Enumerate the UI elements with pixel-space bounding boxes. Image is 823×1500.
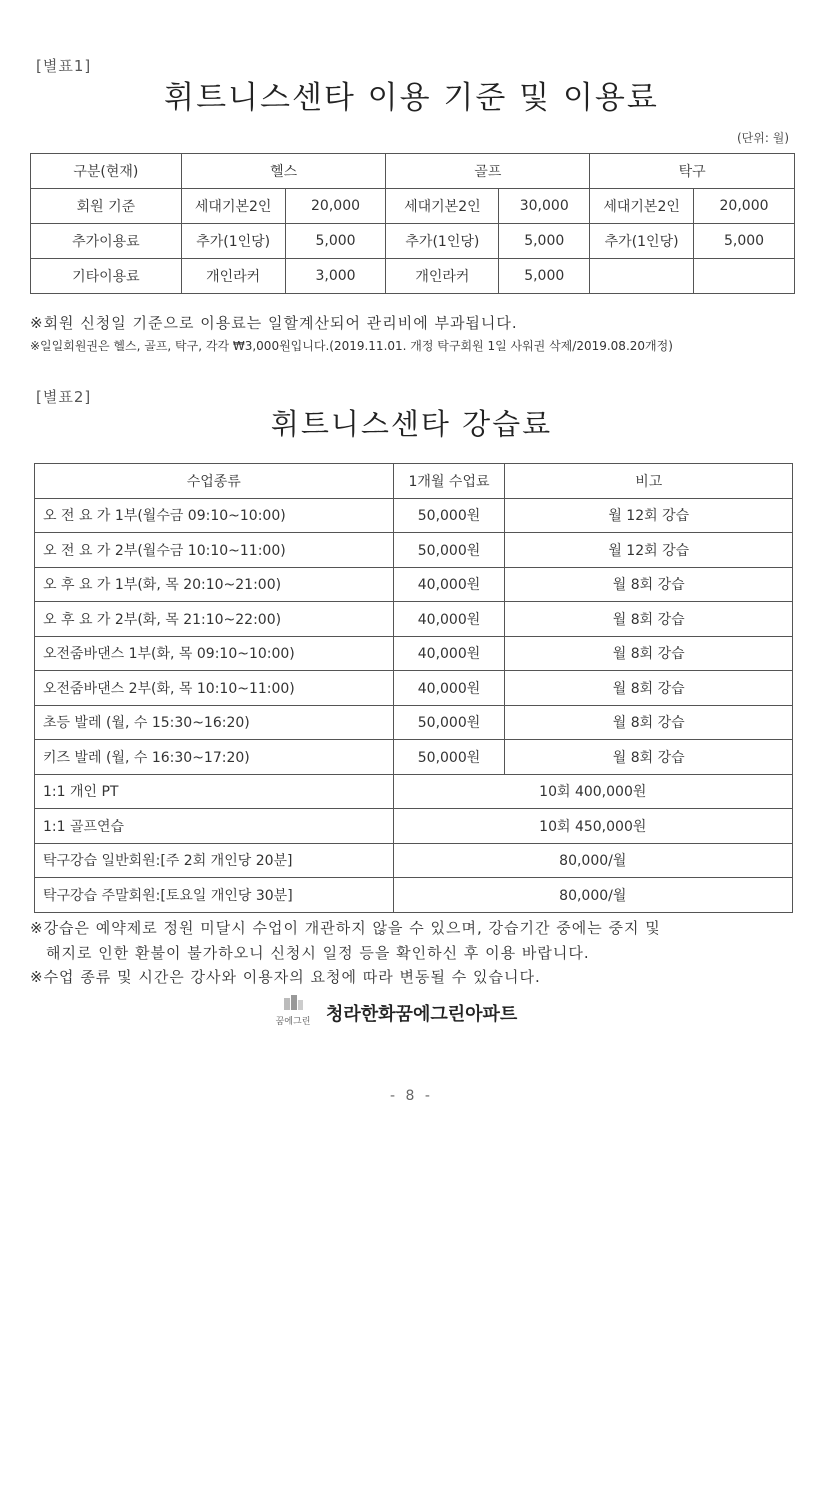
table-cell: 오전줌바댄스 1부(화, 목 09:10~10:00) xyxy=(35,636,394,671)
apartment-name: 청라한화꿈에그린아파트 xyxy=(326,1004,518,1025)
table-cell: 오전줌바댄스 2부(화, 목 10:10~11:00) xyxy=(35,671,394,706)
table-cell: 기타이용료 xyxy=(31,259,182,294)
appendix-tag-2: [별표2] xyxy=(36,388,92,406)
usage-fee-table xyxy=(30,153,795,294)
table-cell xyxy=(694,259,795,294)
table-row xyxy=(35,671,793,706)
page-title-2: 휘트니스센타 강습료 xyxy=(270,407,553,441)
table-cell: 월 12회 강습 xyxy=(505,533,793,568)
table-cell: 월 8회 강습 xyxy=(505,636,793,671)
table-row xyxy=(31,259,795,294)
table-cell: 추가(1인당) xyxy=(181,224,285,259)
table-cell: 5,000 xyxy=(499,259,590,294)
table-cell: 1:1 골프연습 xyxy=(35,809,394,844)
header-cell: 수업종류 xyxy=(35,464,394,499)
table-cell: 20,000 xyxy=(694,189,795,224)
building-logo-icon xyxy=(282,994,304,1010)
table-row xyxy=(35,533,793,568)
table-cell: 10회 400,000원 xyxy=(393,774,792,809)
table-cell: 3,000 xyxy=(285,259,386,294)
table-cell: 월 8회 강습 xyxy=(505,602,793,637)
table-cell: 5,000 xyxy=(694,224,795,259)
table-cell: 월 8회 강습 xyxy=(505,671,793,706)
table-row xyxy=(35,843,793,878)
table-cell: 세대기본2인 xyxy=(590,189,694,224)
table-cell: 탁구강습 일반회원:[주 2회 개인당 20분] xyxy=(35,843,394,878)
note-4: 해지로 인한 환불이 불가하오니 신청시 일정 등을 확인하신 후 이용 바랍니다. xyxy=(46,944,590,962)
header-cell: 탁구 xyxy=(590,154,795,189)
table-cell: 오 전 요 가 1부(월수금 09:10~10:00) xyxy=(35,498,394,533)
table-cell: 10회 450,000원 xyxy=(393,809,792,844)
table-cell: 개인라커 xyxy=(386,259,499,294)
table-row xyxy=(35,498,793,533)
table-cell: 오 후 요 가 1부(화, 목 20:10~21:00) xyxy=(35,567,394,602)
table-cell: 월 8회 강습 xyxy=(505,567,793,602)
table-cell: 추가(1인당) xyxy=(386,224,499,259)
table-cell: 초등 발레 (월, 수 15:30~16:20) xyxy=(35,705,394,740)
table-row xyxy=(31,224,795,259)
note-3: ※강습은 예약제로 정원 미달시 수업이 개관하지 않을 수 있으며, 강습기간 중에는 중지 및 xyxy=(30,919,661,937)
table-header-row xyxy=(31,154,795,189)
table-cell: 오 후 요 가 2부(화, 목 21:10~22:00) xyxy=(35,602,394,637)
table-cell: 30,000 xyxy=(499,189,590,224)
table-row xyxy=(35,636,793,671)
table-cell: 40,000원 xyxy=(393,602,505,637)
table-cell: 40,000원 xyxy=(393,671,505,706)
table-cell: 50,000원 xyxy=(393,533,505,568)
table-row xyxy=(35,705,793,740)
logo xyxy=(268,994,318,1027)
table-row xyxy=(35,602,793,637)
note-1: ※회원 신청일 기준으로 이용료는 일할계산되어 관리비에 부과됩니다. xyxy=(30,314,518,332)
unit-label: (단위: 월) xyxy=(737,131,789,145)
table-row xyxy=(35,809,793,844)
table-cell: 추가(1인당) xyxy=(590,224,694,259)
page-number: - 8 - xyxy=(390,1088,433,1104)
table-cell: 오 전 요 가 2부(월수금 10:10~11:00) xyxy=(35,533,394,568)
table-cell: 월 8회 강습 xyxy=(505,705,793,740)
table-cell: 1:1 개인 PT xyxy=(35,774,394,809)
header-cell: 구분(현재) xyxy=(31,154,182,189)
table-cell: 40,000원 xyxy=(393,636,505,671)
table-row xyxy=(31,189,795,224)
header-cell: 1개월 수업료 xyxy=(393,464,505,499)
table-cell: 세대기본2인 xyxy=(386,189,499,224)
table-cell: 5,000 xyxy=(499,224,590,259)
table-cell: 탁구강습 주말회원:[토요일 개인당 30분] xyxy=(35,878,394,913)
table-row xyxy=(35,878,793,913)
table-cell: 80,000/월 xyxy=(393,843,792,878)
table-cell: 5,000 xyxy=(285,224,386,259)
table-cell: 개인라커 xyxy=(181,259,285,294)
table-cell xyxy=(590,259,694,294)
table-cell: 월 8회 강습 xyxy=(505,740,793,775)
note-2: ※일일회원권은 헬스, 골프, 탁구, 각각 ₩3,000원입니다.(2019.11.01. 개정 탁구회원 1일 사워권 삭제/2019.08.20개정) xyxy=(30,339,673,353)
table-row xyxy=(35,567,793,602)
table-cell: 20,000 xyxy=(285,189,386,224)
table-cell: 회원 기준 xyxy=(31,189,182,224)
header-cell: 헬스 xyxy=(181,154,386,189)
table-cell: 50,000원 xyxy=(393,498,505,533)
note-5: ※수업 종류 및 시간은 강사와 이용자의 요청에 따라 변동될 수 있습니다. xyxy=(30,968,541,986)
lesson-fee-table xyxy=(34,463,793,913)
table-cell: 세대기본2인 xyxy=(181,189,285,224)
appendix-tag-1: [별표1] xyxy=(36,57,92,75)
page-title-1: 휘트니스센타 이용 기준 및 이용료 xyxy=(164,80,659,116)
table-cell: 40,000원 xyxy=(393,567,505,602)
table-header-row xyxy=(35,464,793,499)
header-cell: 골프 xyxy=(386,154,590,189)
header-cell: 비고 xyxy=(505,464,793,499)
table-cell: 추가이용료 xyxy=(31,224,182,259)
table-row xyxy=(35,740,793,775)
table-cell: 월 12회 강습 xyxy=(505,498,793,533)
table-cell: 50,000원 xyxy=(393,740,505,775)
table-cell: 키즈 발레 (월, 수 16:30~17:20) xyxy=(35,740,394,775)
table-cell: 80,000/월 xyxy=(393,878,792,913)
table-cell: 50,000원 xyxy=(393,705,505,740)
table-row xyxy=(35,774,793,809)
logo-caption: 꿈에그린 xyxy=(275,1017,311,1027)
